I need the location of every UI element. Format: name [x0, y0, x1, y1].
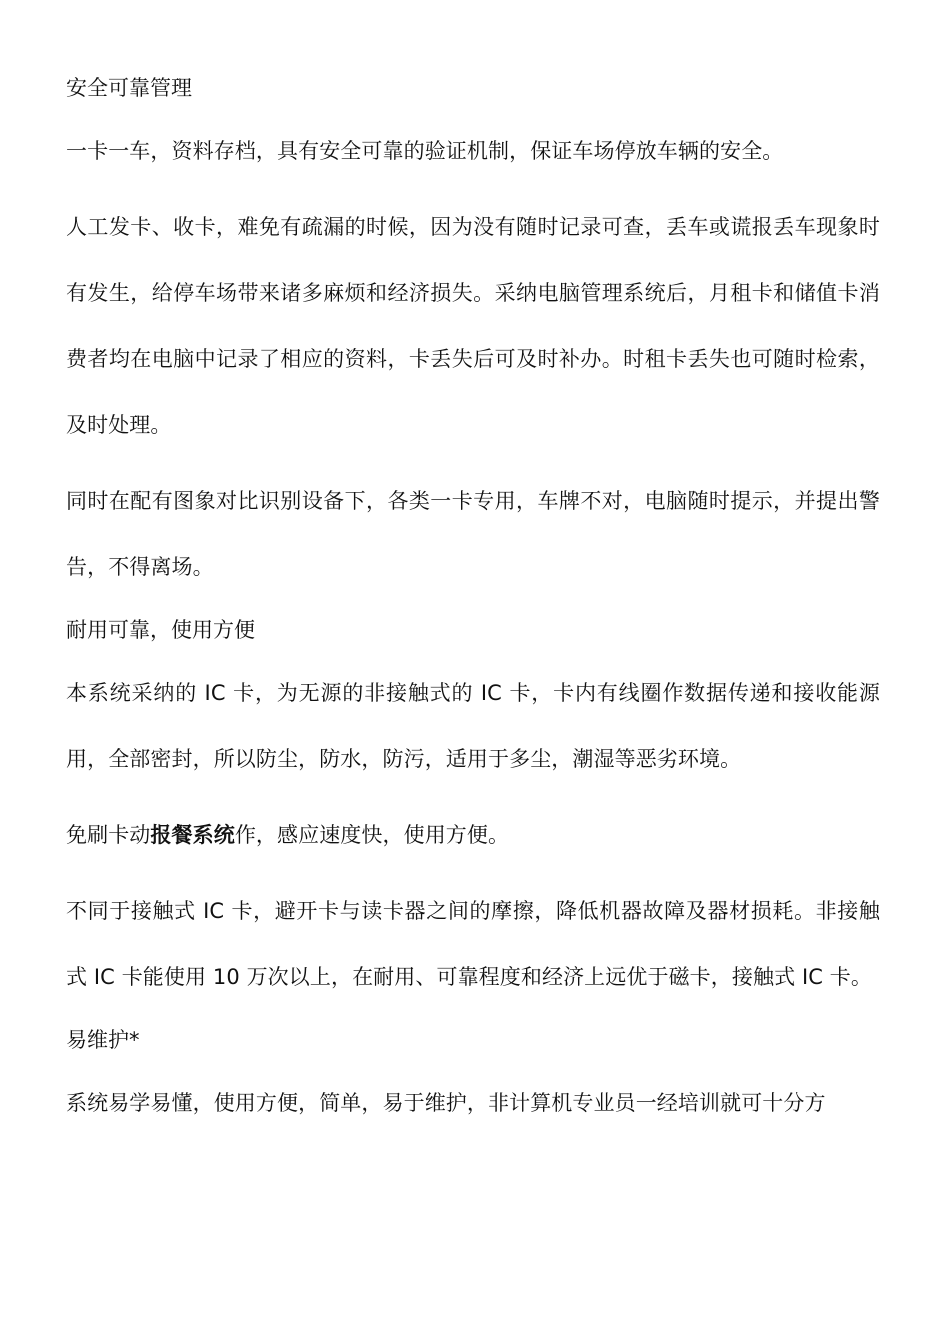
paragraph-contactless-text-after: 作，感应速度快，使用方便。	[234, 823, 510, 847]
paragraph-contactless-bold-text: 报餐系统	[150, 823, 235, 847]
paragraph-easy-to-learn: 系统易学易懂，使用方便，简单，易于维护，非计算机专业员一经培训就可十分方	[66, 1091, 826, 1115]
document-body	[66, 68, 880, 1136]
section-heading-maintenance: 易维护*	[66, 1028, 140, 1052]
paragraph-ic-card-durability: 不同于接触式 IC 卡，避开卡与读卡器之间的摩擦，降低机器故障及器材损耗。非接触式 IC 卡能使用 10 万次以上，在耐用、可靠程度和经济上远优于磁卡，接触式 IC 卡。	[66, 899, 880, 989]
paragraph-contactless-swipe	[66, 802, 880, 868]
paragraph-one-card-one-car: 一卡一车，资料存档，具有安全可靠的验证机制，保证车场停放车辆的安全。	[66, 139, 784, 163]
section-heading-security: 安全可靠管理	[66, 76, 192, 100]
paragraph-contactless-text-before: 免刷卡动	[66, 823, 151, 847]
paragraph-image-recognition: 同时在配有图象对比识别设备下，各类一卡专用，车牌不对，电脑随时提示，并提出警告，不得离场。	[66, 489, 880, 579]
paragraph-ic-card-passive: 本系统采纳的 IC 卡，为无源的非接触式的 IC 卡，卡内有线圈作数据传递和接收能源用，全部密封，所以防尘，防水，防污，适用于多尘，潮湿等恶劣环境。	[66, 681, 880, 771]
paragraph-manual-card-issue: 人工发卡、收卡，难免有疏漏的时候，因为没有随时记录可查，丢车或谎报丢车现象时有发生，给停车场带来诸多麻烦和经济损失。采纳电脑管理系统后，月租卡和储值卡消费者均在电脑中记录了相应的资料，卡丢失后可及时补办。时租卡丢失也可随时检索，及时处理。	[66, 215, 880, 437]
section-heading-durable: 耐用可靠，使用方便	[66, 618, 255, 642]
